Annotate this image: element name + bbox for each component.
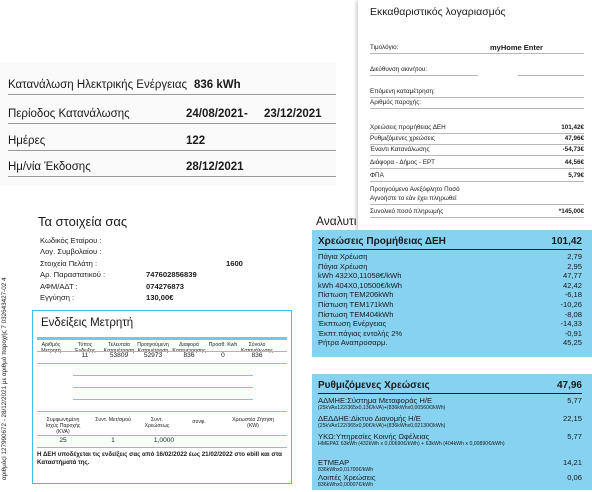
consumption-value: 836 kWh [194,79,241,91]
charge-label: Έκπτωση Ενέργειας [318,319,387,329]
field-label: Λογ. Συμβολαίου : [40,247,102,256]
meter-cell: 836 [183,352,195,359]
line-label: Τιμολόγιο: [370,44,399,51]
regulated-charges-total: 47,96 [556,380,582,391]
charge-amount: 22,15 [562,414,582,423]
settlement-panel [358,0,592,230]
charge-row [318,300,582,310]
line-label: ΦΠΑ [370,172,384,179]
charge-amount: -6,18 [564,290,582,300]
meter-title: Ενδείξεις Μετρητή [41,317,134,329]
field-value: 1600 [226,259,243,268]
meter-reading-note: Η ΔΕΗ υποδέχεται τις ενδείξεις σας από 16/02/2022 έως 21/02/2022 στο ebill και στα Καταστήματά της. [37,451,282,466]
charge-amount: -10,26 [560,300,582,309]
period-row [8,105,336,124]
meter-header: Χρεωστέα Ζήτηση (KW) [232,417,274,429]
line-label: Αγνοήστε το εάν έχει πληρωθεί [370,195,457,202]
meter-header: συνφ. [192,419,206,425]
invoice-number: 747602856839 [146,270,197,279]
tariff-name: myHome Enter [490,43,543,52]
customer-section-title: Τα στοιχεία σας [38,214,128,229]
regulated-charges-title: Ρυθμιζόμενες Χρεώσεις [318,380,430,391]
charge-amount: 45,25 [562,338,582,348]
charge-label: ΑΔΜΗΕ:Σύστημα Μεταφοράς Η/Ε [318,396,433,405]
meter-header: Διαφορά [179,342,199,348]
line-label: Αριθμός παροχής: [370,99,421,106]
charge-amount: 0,06 [567,473,582,482]
issue-date-value: 28/12/2021 [186,161,244,173]
field-label: Αρ. Παραστατικού : [40,270,106,279]
settlement-line [370,193,584,205]
field-label: Στοιχεία Πελάτη : [40,259,98,268]
tax-id: 074276873 [146,282,185,291]
charge-label: Ρήτρα Αναπροσαρμ. [318,338,388,348]
charge-row [318,252,582,262]
issue-date-row [8,158,336,177]
meter-cell: 53809 [109,352,129,359]
charge-row [318,290,582,300]
meter-cell: 25 [59,437,67,444]
line-label: Έναντι Κατανάλωσης [370,146,430,153]
meter-divider [37,411,287,412]
charge-label: Πίστωση ΤΕΜ206kWh [318,290,394,300]
supply-charges-panel [312,230,592,357]
period-end: 23/12/2021 [264,108,322,120]
charge-amount: 14,21 [562,458,582,467]
settlement-line [370,97,584,109]
line-amount: -54,73€ [562,146,584,153]
analysis-title: Αναλυτι [316,214,357,228]
meter-cell: 52973 [143,352,163,359]
charge-label: Πάγια Χρέωση [318,261,368,271]
deposit-amount: 130,00€ [146,293,174,302]
charge-row [318,319,582,329]
charge-label: ΔΕΔΔΗΕ:Δίκτυο Διανομής Η/Ε [318,414,421,423]
meter-readings-box [32,310,292,484]
charge-row [318,262,582,272]
line-label: Προηγούμενο Ανεξόφλητο Ποσό [370,186,460,193]
consumption-summary [0,62,336,186]
meter-header: Αριθμός [41,342,61,348]
line-amount: 5,79€ [568,172,584,179]
charge-amount: 47,77 [562,271,582,281]
charge-amount: 2,95 [567,261,582,271]
settlement-line [370,144,584,156]
meter-cell: 1 [111,437,115,444]
line-label: Διεύθυνση ακινήτου: [370,66,428,73]
meter-header: Τύπος [77,342,93,348]
meter-header: Τελευταία [108,342,130,348]
charge-amount: -0,91 [564,328,582,338]
settlement-line [370,64,584,76]
charge-formula: (25kVAx122/365x0,90€/kVA)+(836kWhx0,02130€/kWh) [318,423,446,429]
period-separator: - [244,108,248,120]
meter-divider [37,351,287,352]
line-amount: 101,42€ [561,124,584,131]
line-label-prefix: Διάφορα - [370,159,400,166]
line-label: Επόμενη καταμέτρηση: [370,88,435,95]
meter-header: Προσθ. Kwh [208,342,238,348]
charge-label: kWh 404X0,10500€/kWh [318,280,403,290]
meter-header: Σύνολο [248,342,266,348]
meter-divider [37,447,287,448]
period-label: Περίοδος Κατανάλωσης [8,108,130,120]
settlement-total-line [370,206,584,218]
charge-row [318,281,582,291]
supply-charges-total: 101,42 [551,236,582,247]
days-value: 122 [186,135,206,147]
line-label: Χρεώσεις προμήθειας ΔΕΗ [370,124,446,131]
consumption-label: Κατανάλωση Ηλεκτρικής Ενέργειας [8,79,188,91]
charge-label: kWh 432X0,11058€/kWh [318,271,402,281]
line-label: Δήμος - ΕΡΤ [399,159,436,166]
meter-divider [37,363,287,364]
field-label: ΑΦΜ/ΑΔΤ : [40,282,78,291]
charge-amount: 5,77 [567,432,582,441]
charge-label: Πίστωση ΤΕΜ404kWh [318,309,394,319]
regulated-charges-header [318,379,582,393]
field-label: Εγγύηση : [40,293,75,302]
meter-divider [73,375,253,376]
charge-amount: 2,79 [567,252,582,261]
customer-field [40,269,260,280]
meter-divider [73,399,253,400]
settlement-title: Εκκαθαριστικός λογαριασμός [370,6,506,18]
line-amount: 47,96€ [564,135,584,142]
meter-header: Συντ. Μετ/σμού [95,417,131,423]
field-label: Κωδικός Εταίρου : [40,236,102,245]
charge-row [318,310,582,320]
charge-amount: 42,42 [562,280,582,290]
customer-field [40,246,260,257]
regulated-charges-panel [312,374,592,490]
meter-cell: 0 [221,352,225,359]
side-reference-text: αριθμόςi 127990672 - 28/12/2021 με αριθμό παροχής 7 032643427-02 4 [1,277,8,480]
meter-cell: 1,0000 [153,437,175,444]
meter-cell: 836 [251,352,263,359]
period-start: 24/08/2021 [186,108,244,120]
settlement-line [370,170,584,182]
settlement-line [370,157,584,169]
days-row [8,132,336,151]
days-label: Ημέρες [8,135,46,147]
charge-label: ΕΤΜΕΑΡ [318,458,350,467]
customer-field [40,258,260,269]
charge-amount: 5,77 [567,396,582,405]
charge-label: Πίστωση ΤΕΜ171kWh [318,300,394,309]
customer-field [40,281,260,292]
supply-charges-header [318,235,582,249]
meter-divider [73,387,253,388]
total-amount: *145,00€ [558,208,584,215]
charge-formula: (25kVAx122/365x0,13€/kVA)+(836kWhx0,00560€/kWh) [318,405,446,411]
charge-amount: -14,33 [560,319,582,329]
charge-row [318,338,582,348]
charge-formula: 836kWhx0,00007€/kWh [318,482,374,488]
charge-amount: -8,08 [564,309,582,319]
meter-divider [37,435,287,436]
meter-cell: 11 [81,352,89,359]
supply-charges-title: Χρεώσεις Προμήθειας ΔΕΗ [318,236,446,247]
line-label: Συνολικό ποσό πληρωμής [370,208,444,215]
charge-formula: 836kWhx0,01700€/kWh [318,467,374,473]
issue-date-label: Ημ/νία Έκδοσης [8,161,91,173]
settlement-line [370,42,584,54]
charge-row [318,329,582,339]
line-label: Ρυθμιζόμενες χρεώσεις [370,135,435,142]
meter-header: Συμφωνημένη Ισχύς Παροχής (KVA) [45,417,81,435]
charge-label: Λοιπές Χρεώσεις [318,473,376,482]
consumption-row [8,76,336,95]
line-amount: 44,56€ [564,159,584,166]
charge-label: Πάγια Χρέωση [318,252,368,261]
meter-title-bar [37,337,287,340]
redacted-area [478,61,518,91]
meter-header: Συντ. Χρεώσεως [144,417,170,429]
customer-field [40,292,260,303]
charge-label: Έκπτ.πάγιας εντολής 2% [318,328,403,338]
meter-header: Προηγούμενη [137,342,169,348]
charge-row [318,271,582,281]
charge-formula: ΗΜΕΡΑΣ 63kWh (432kWh x 0,00690€/kWh) + 63kWh (404kWh x 0,00890€/kWh) [318,441,505,447]
charge-label: ΥΚΩ:Υπηρεσίες Κοινής Ωφέλειας [318,432,430,441]
customer-field [40,235,260,246]
